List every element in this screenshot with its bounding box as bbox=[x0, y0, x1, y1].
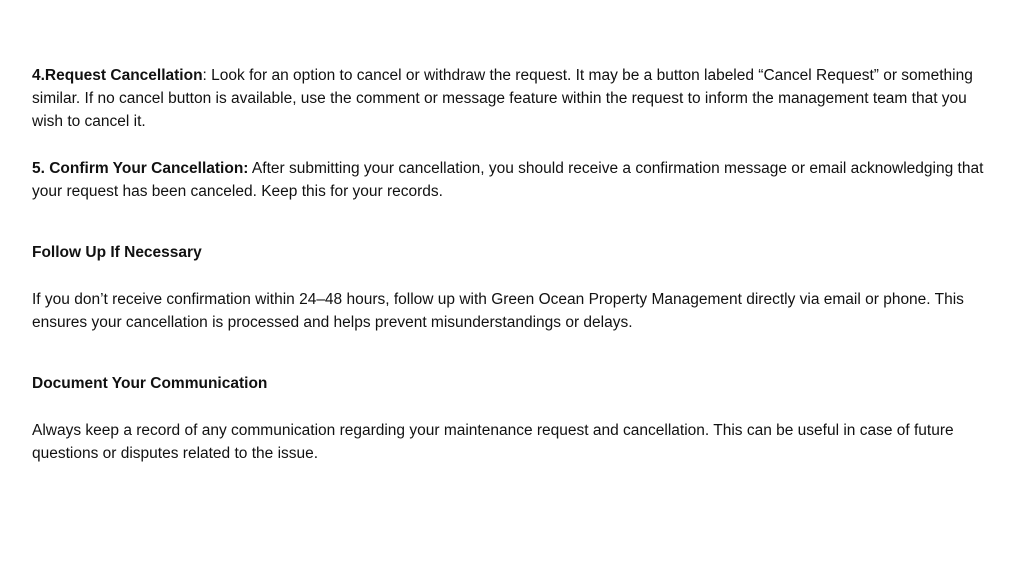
step-5-label: 5. Confirm Your Cancellation: bbox=[32, 160, 249, 177]
spacer bbox=[32, 395, 998, 419]
spacer bbox=[32, 334, 998, 372]
slide-content bbox=[32, 64, 998, 465]
document-paragraph: Always keep a record of any communication regarding your maintenance request and cancellation. This can be useful in case of future questions or disputes related to the issue. bbox=[32, 422, 954, 462]
document-heading: Document Your Communication bbox=[32, 375, 268, 392]
step-4-paragraph bbox=[32, 64, 998, 133]
spacer bbox=[32, 264, 998, 288]
step-4-text: : Look for an option to cancel or withdraw the request. It may be a button labeled “Cancel Request” or something similar. If no cancel button is available, use the comment or message feature within the request to inform the management team that you wish to cancel it. bbox=[32, 67, 973, 130]
follow-up-heading: Follow Up If Necessary bbox=[32, 244, 202, 261]
spacer bbox=[32, 203, 998, 241]
spacer bbox=[32, 133, 998, 157]
step-5-paragraph bbox=[32, 157, 998, 203]
step-4-label: 4.Request Cancellation bbox=[32, 67, 203, 84]
step-5-text: After submitting your cancellation, you should receive a confirmation message or email acknowledging that your request has been canceled. Keep this for your records. bbox=[32, 160, 984, 200]
follow-up-paragraph: If you don’t receive confirmation within 24–48 hours, follow up with Green Ocean Property Management directly via email or phone. This ensures your cancellation is processed and helps prevent misunderstandings or delays. bbox=[32, 291, 964, 331]
